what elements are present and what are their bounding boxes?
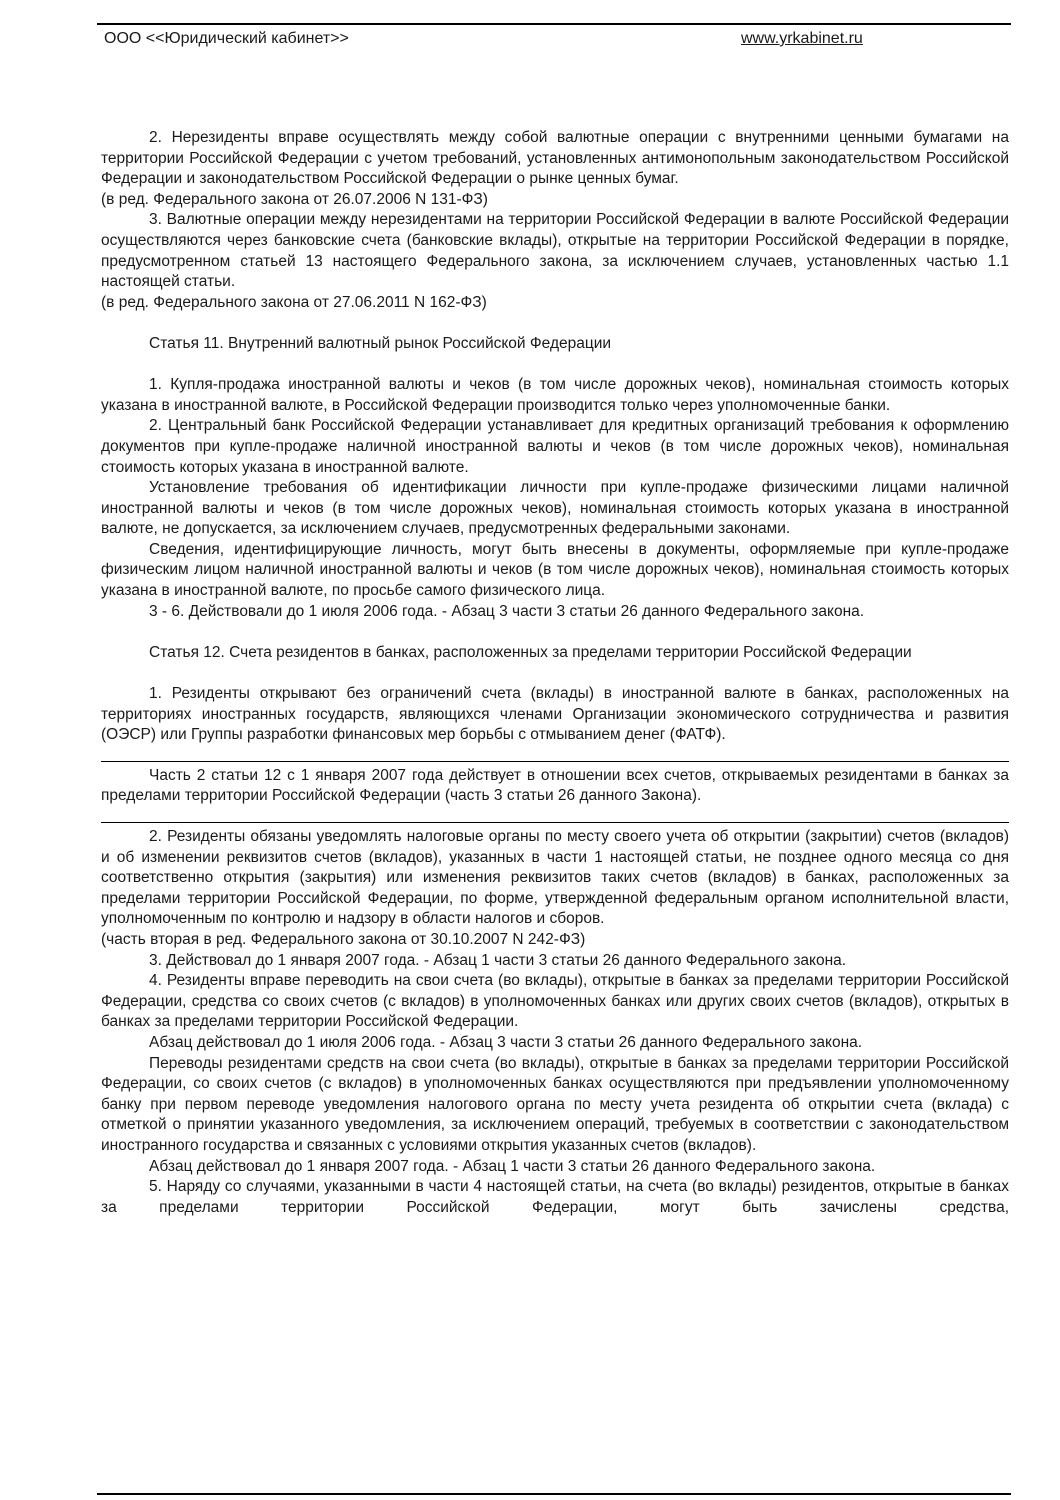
paragraph: Абзац действовал до 1 января 2007 года. - Абзац 1 части 3 статьи 26 данного Федерального закона. bbox=[149, 1157, 876, 1175]
amendment-note: (в ред. Федерального закона от 26.07.2006 N 131-ФЗ) bbox=[101, 190, 488, 208]
document-body bbox=[101, 128, 1009, 1218]
footer-rule bbox=[97, 1493, 1011, 1495]
note-divider bbox=[101, 761, 1009, 762]
paragraph: 3. Валютные операции между нерезидентами на территории Российской Федерации в валюте Российской Федерации осуществляются через банковские счета (банковские вклады), открытые на территории Российской Федерации в порядке, предусмотренном статьей 13 настоящего Федерального закона, за исключением случаев, установленных частью 1.1 настоящей статьи. bbox=[101, 211, 1009, 291]
note-divider bbox=[101, 822, 1009, 823]
editorial-note: Часть 2 статьи 12 с 1 января 2007 года действует в отношении всех счетов, открываемых резидентами в банках за пределами территории Российской Федерации (часть 3 статьи 26 данного Закона). bbox=[101, 766, 1009, 805]
paragraph: 2. Резиденты обязаны уведомлять налоговые органы по месту своего учета об открытии (закрытии) счетов (вкладов) и об изменении реквизитов счетов (вкладов), указанных в части 1 настоящей статьи, не позднее одного месяца со дня соответственно открытия (закрытия) или изменения реквизитов таких счетов (вкладов) в банках, расположенных за пределами территории Российской Федерации, по форме, утвержденной федеральным органом исполнительной власти, уполномоченным по контролю и надзору в области налогов и сборов. bbox=[101, 828, 1009, 928]
amendment-note: (в ред. Федерального закона от 27.06.2011 N 162-ФЗ) bbox=[101, 293, 487, 311]
header-rule bbox=[97, 23, 1011, 25]
header-company: ООО <<Юридический кабинет>> bbox=[104, 30, 349, 47]
paragraph: Сведения, идентифицирующие личность, могут быть внесены в документы, оформляемые при купле-продаже физическим лицом наличной иностранной валюты и чеков (в том числе дорожных чеков), номинальная стоимость которых указана в иностранной валюте, по просьбе самого физического лица. bbox=[101, 540, 1009, 600]
amendment-note: (часть вторая в ред. Федерального закона от 30.10.2007 N 242-ФЗ) bbox=[101, 930, 586, 948]
paragraph: Абзац действовал до 1 июля 2006 года. - Абзац 3 части 3 статьи 26 данного Федерального закона. bbox=[149, 1033, 863, 1051]
paragraph: Установление требования об идентификации личности при купле-продаже физическими лицами наличной иностранной валюты и чеков (в том числе дорожных чеков), номинальная стоимость которых указана в иностранной валюте, не допускается, за исключением случаев, предусмотренных федеральными законами. bbox=[101, 479, 1009, 538]
paragraph: 5. Наряду со случаями, указанными в части 4 настоящей статьи, на счета (во вклады) резидентов, открытые в банках за пределами территории Российской Федерации, могут быть зачислены средства, bbox=[101, 1178, 1009, 1216]
header-website-link[interactable]: www.yrkabinet.ru bbox=[741, 30, 863, 47]
paragraph: Переводы резидентами средств на свои счета (во вклады), открытые в банках за пределами территории Российской Федерации, со своих счетов (с вкладов) в уполномоченных банках осуществляются при предъявлении уполномоченному банку при первом переводе уведомления налогового органа по месту учета резидента об открытии счета (вклада) с отметкой о принятии указанного уведомления, за исключением операций, требуемых в соответствии с законодательством иностранного государства и связанных с условиями открытия указанных счетов (вкладов). bbox=[101, 1054, 1009, 1154]
paragraph: 1. Купля-продажа иностранной валюты и чеков (в том числе дорожных чеков), номинальная стоимость которых указана в иностранной валюте, в Российской Федерации производится только через уполномоченные банки. bbox=[101, 376, 1009, 414]
article-heading: Статья 12. Счета резидентов в банках, расположенных за пределами территории Российской Федерации bbox=[149, 643, 912, 661]
paragraph: 2. Центральный банк Российской Федерации устанавливает для кредитных организаций требования к оформлению документов при купле-продаже наличной иностранной валюты и чеков (в том числе дорожных чеков), номинальная стоимость которых указана в иностранной валюте. bbox=[101, 417, 1009, 476]
paragraph: 1. Резиденты открывают без ограничений счета (вклады) в иностранной валюте в банках, расположенных на территориях иностранных государств, являющихся членами Организации экономического сотрудничества и развития (ОЭСР) или Группы разработки финансовых мер борьбы с отмыванием денег (ФАТФ). bbox=[101, 685, 1009, 744]
paragraph: 3. Действовал до 1 января 2007 года. - Абзац 1 части 3 статьи 26 данного Федерального закона. bbox=[149, 951, 847, 969]
paragraph: 3 - 6. Действовали до 1 июля 2006 года. - Абзац 3 части 3 статьи 26 данного Федерального закона. bbox=[149, 602, 865, 620]
article-heading: Статья 11. Внутренний валютный рынок Российской Федерации bbox=[149, 334, 612, 352]
paragraph: 4. Резиденты вправе переводить на свои счета (во вклады), открытые в банках за пределами территории Российской Федерации, средства со своих счетов (с вкладов) в уполномоченных банках или других своих счетов (вкладов), открытых в банках за пределами территории Российской Федерации. bbox=[101, 972, 1009, 1031]
paragraph: 2. Нерезиденты вправе осуществлять между собой валютные операции с внутренними ценными бумагами на территории Российской Федерации с учетом требований, установленных антимонопольным законодательством Российской Федерации и законодательством Российской Федерации о рынке ценных бумаг. bbox=[101, 129, 1009, 188]
